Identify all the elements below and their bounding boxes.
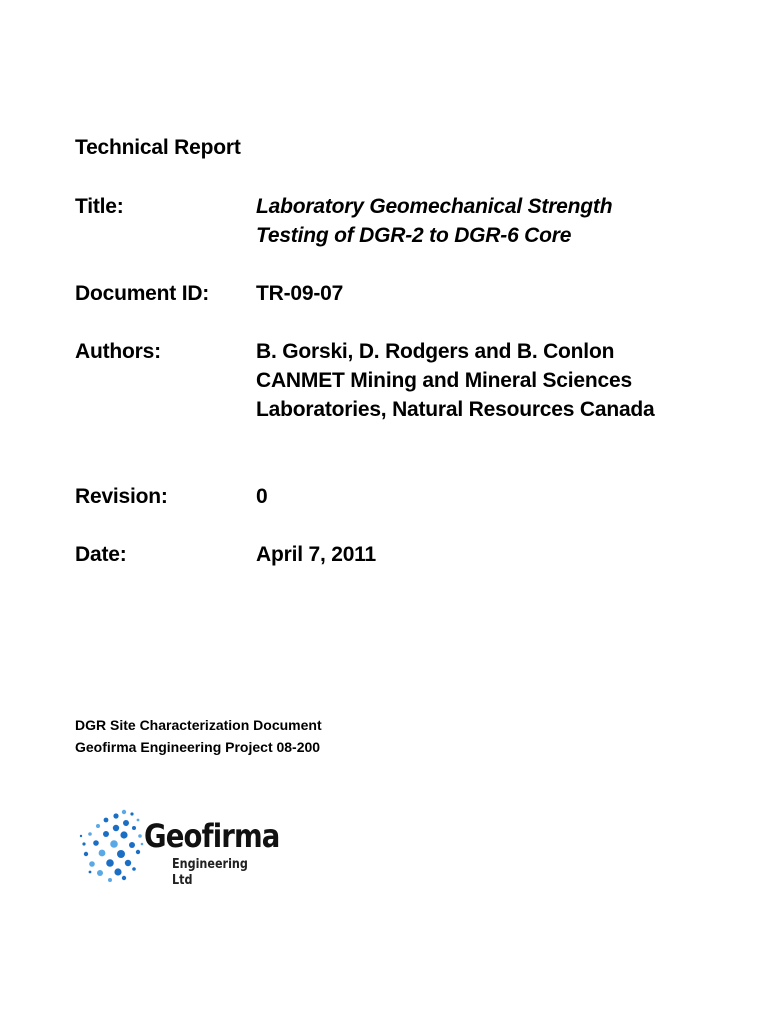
logo-dot <box>123 820 129 826</box>
document-id-value: TR-09-07 <box>256 282 344 305</box>
logo-dot <box>110 840 118 848</box>
logo-dot <box>120 831 127 838</box>
logo-dot <box>108 878 112 882</box>
logo-dot <box>114 868 121 875</box>
logo-dot <box>117 850 125 858</box>
date-value: April 7, 2011 <box>256 543 376 566</box>
authors-line: CANMET Mining and Mineral Sciences <box>256 369 632 392</box>
authors-label: Authors: <box>75 340 161 363</box>
logo-dot <box>113 813 118 818</box>
date-label: Date: <box>75 543 127 566</box>
title-line: Testing of DGR-2 to DGR-6 Core <box>256 224 572 247</box>
logo-dot <box>89 871 92 874</box>
logo-dot <box>99 850 106 857</box>
title-line: Laboratory Geomechanical Strength <box>256 195 613 218</box>
logo-dot <box>122 810 126 814</box>
logo-dot <box>141 843 144 846</box>
title-label: Title: <box>75 195 124 218</box>
logo-dot <box>89 861 95 867</box>
logo-dot <box>136 850 140 854</box>
document-id-label: Document ID: <box>75 282 210 305</box>
logo-dot <box>137 819 140 822</box>
logo-name: Geofirma <box>144 817 280 855</box>
revision-label: Revision: <box>75 485 168 508</box>
logo-dot <box>84 852 88 856</box>
revision-value: 0 <box>256 485 268 508</box>
footer-document-type: DGR Site Characterization Document <box>75 717 322 733</box>
logo-dot <box>104 818 109 823</box>
logo-dot <box>132 826 136 830</box>
logo-dot <box>80 835 82 837</box>
title-value <box>256 192 612 250</box>
logo-dot <box>125 860 131 866</box>
logo-subtitle: Engineering Ltd <box>172 857 248 888</box>
logo-dot <box>138 834 142 838</box>
geofirma-logo <box>76 806 286 886</box>
logo-dot <box>103 831 109 837</box>
logo-dot <box>97 870 103 876</box>
logo-dot <box>132 867 136 871</box>
globe-dots-icon <box>76 806 146 882</box>
authors-line: B. Gorski, D. Rodgers and B. Conlon <box>256 340 615 363</box>
logo-dot <box>113 825 119 831</box>
logo-dot <box>130 812 133 815</box>
authors-line: Laboratories, Natural Resources Canada <box>256 398 655 421</box>
logo-dot <box>82 842 85 845</box>
logo-dot <box>106 859 114 867</box>
footer-project: Geofirma Engineering Project 08-200 <box>75 739 321 755</box>
document-type-heading: Technical Report <box>75 136 241 159</box>
logo-dot <box>93 840 99 846</box>
logo-dot <box>122 876 126 880</box>
authors-value <box>256 337 655 424</box>
logo-dot <box>129 842 135 848</box>
logo-dot <box>96 824 100 828</box>
logo-dot <box>88 832 92 836</box>
